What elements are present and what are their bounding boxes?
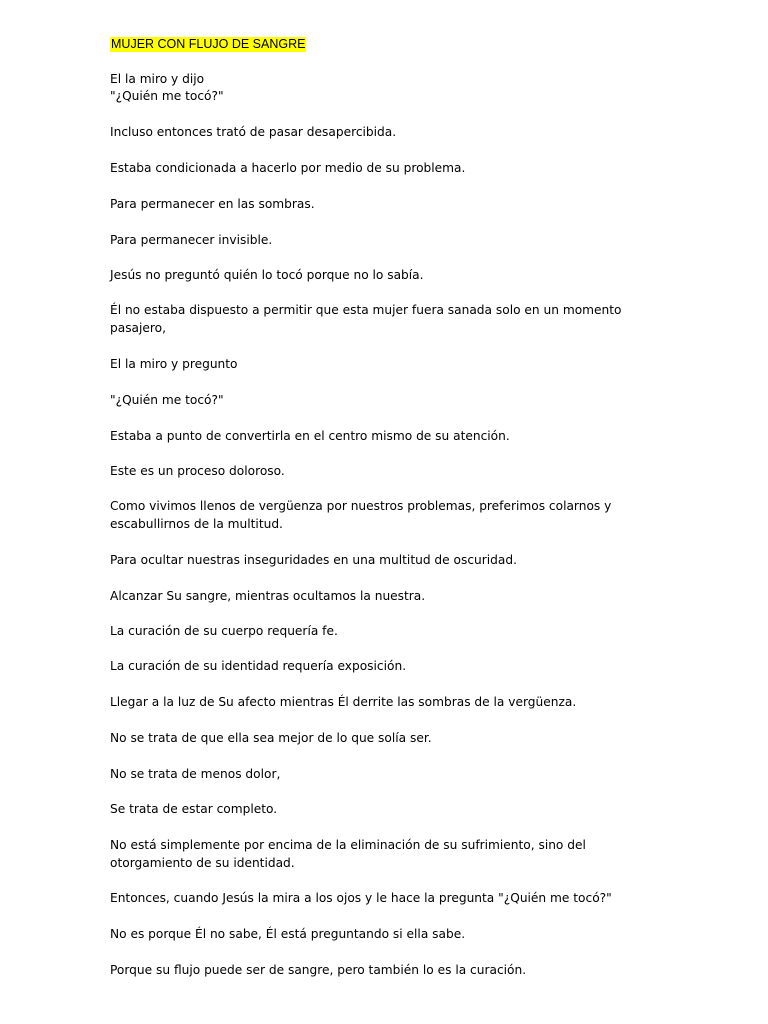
paragraph: Se trata de estar completo.	[110, 802, 278, 816]
paragraph: Jesús no preguntó quién lo tocó porque no lo sabía.	[110, 268, 424, 282]
paragraph: Para ocultar nuestras inseguridades en una multitud de oscuridad.	[110, 553, 517, 567]
paragraph: El la miro y dijo	[110, 72, 205, 86]
paragraph: Incluso entonces trató de pasar desapercibida.	[110, 125, 397, 139]
paragraph: Estaba condicionada a hacerlo por medio de su problema.	[110, 161, 466, 175]
paragraph: "¿Quién me tocó?"	[110, 393, 224, 407]
paragraph: No está simplemente por encima de la eliminación de su sufrimiento, sino del otorgamiento de su identidad.	[110, 838, 586, 870]
paragraph: Para permanecer en las sombras.	[110, 197, 315, 211]
paragraph: No es porque Él no sabe, Él está preguntando si ella sabe.	[110, 927, 466, 941]
paragraph: Él no estaba dispuesto a permitir que esta mujer fuera sanada solo en un momento pasajero,	[110, 303, 622, 335]
paragraph: Llegar a la luz de Su afecto mientras Él derrite las sombras de la vergüenza.	[110, 695, 577, 709]
paragraph: La curación de su cuerpo requería fe.	[110, 624, 338, 638]
paragraph: La curación de su identidad requería exposición.	[110, 659, 407, 673]
paragraph: No se trata de menos dolor,	[110, 767, 281, 781]
paragraph: No se trata de que ella sea mejor de lo que solía ser.	[110, 731, 432, 745]
document-title: MUJER CON FLUJO DE SANGRE	[111, 37, 306, 51]
paragraph: El la miro y pregunto	[110, 357, 238, 371]
paragraph: Para permanecer invisible.	[110, 233, 273, 247]
paragraph: Estaba a punto de convertirla en el centro mismo de su atención.	[110, 429, 510, 443]
paragraph: Entonces, cuando Jesús la mira a los ojos y le hace la pregunta "¿Quién me tocó?"	[110, 891, 612, 905]
paragraph: Este es un proceso doloroso.	[110, 464, 285, 478]
paragraph: Porque su flujo puede ser de sangre, pero también lo es la curación.	[110, 963, 527, 977]
paragraph: "¿Quién me tocó?"	[110, 89, 224, 103]
paragraph: Como vivimos llenos de vergüenza por nuestros problemas, preferimos colarnos y escabullirnos de la multitud.	[110, 499, 612, 531]
paragraph: Alcanzar Su sangre, mientras ocultamos la nuestra.	[110, 589, 426, 603]
